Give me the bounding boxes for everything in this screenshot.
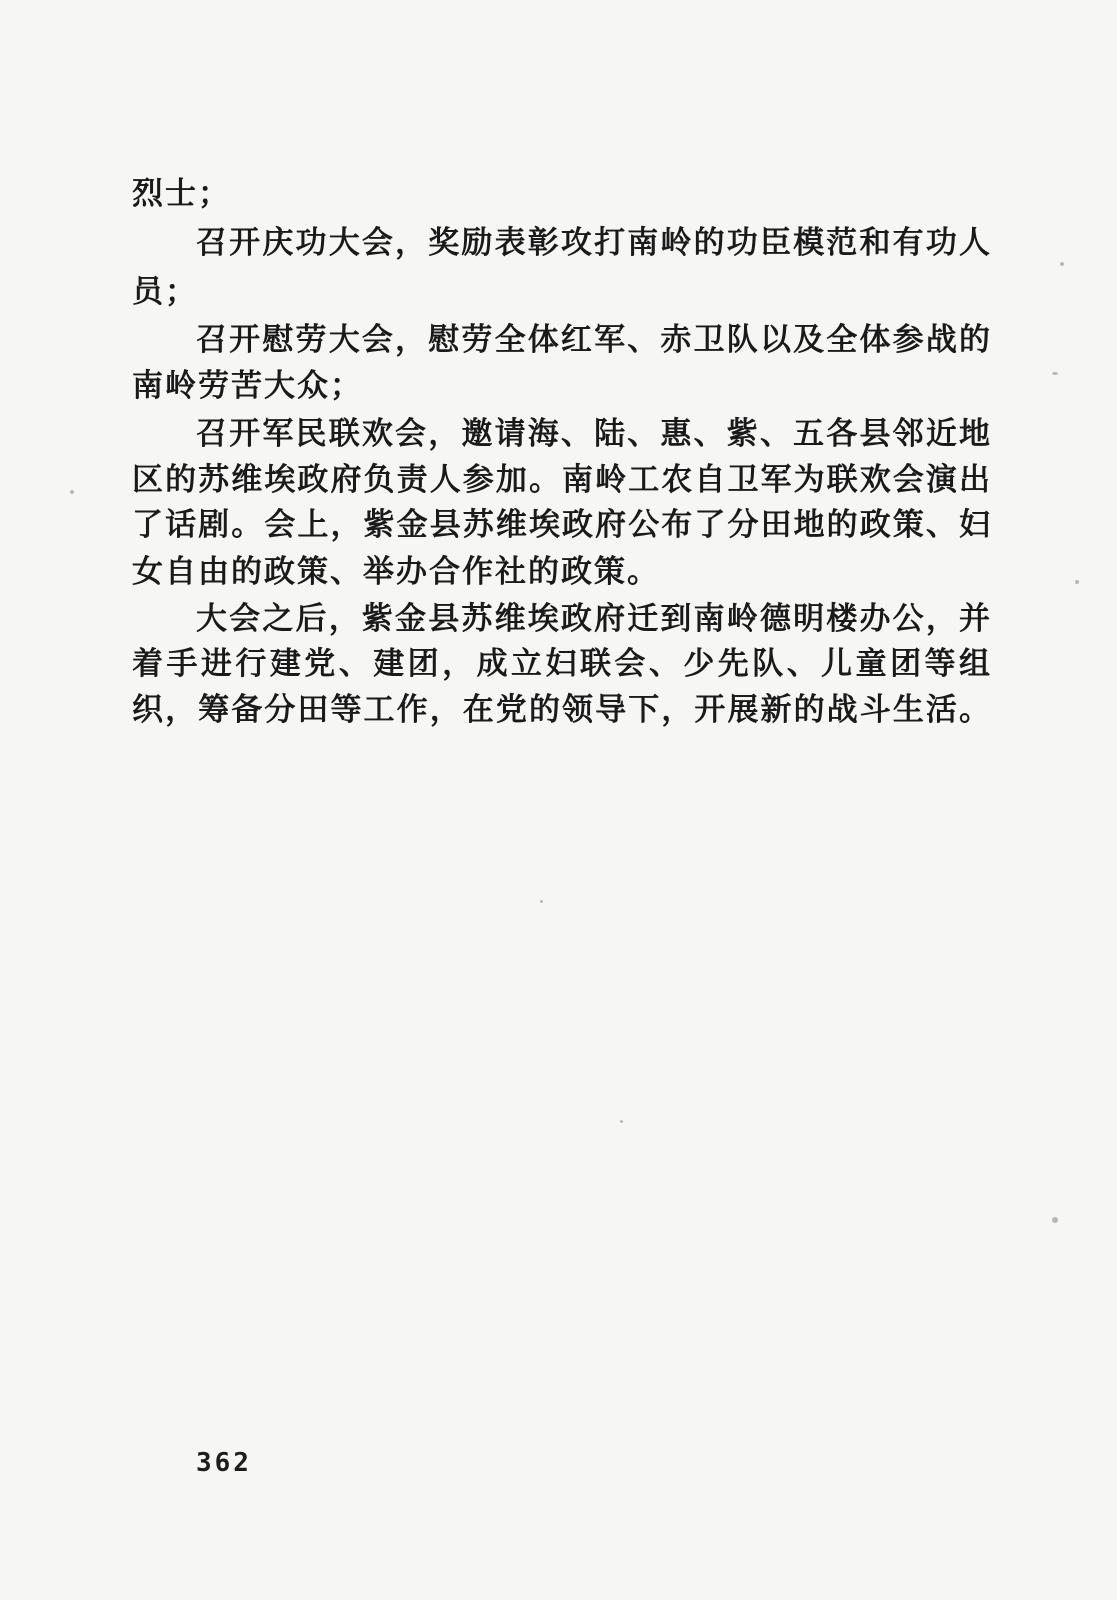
scan-speck [620, 1120, 623, 1123]
scan-speck [1060, 262, 1064, 266]
text-line-7: 区的苏维埃政府负责人参加。南岭工农自卫军为联欢会演出 [132, 462, 992, 498]
text-line-11: 着手进行建党、建团，成立妇联会、少先队、儿童团等组 [132, 646, 992, 682]
scan-speck [70, 490, 74, 494]
scan-speck [1075, 580, 1079, 584]
text-line-1: 烈士； [132, 176, 231, 212]
text-line-3: 员； [132, 274, 198, 310]
text-line-10: 大会之后，紫金县苏维埃政府迁到南岭德明楼办公，并 [196, 601, 992, 637]
page-number: 362 [196, 1448, 252, 1478]
text-line-4: 召开慰劳大会，慰劳全体红军、赤卫队以及全体参战的 [196, 322, 992, 358]
scan-speck [1052, 1217, 1058, 1223]
scan-speck [1052, 372, 1058, 375]
text-line-6: 召开军民联欢会，邀请海、陆、惠、紫、五各县邻近地 [196, 416, 992, 452]
text-line-8: 了话剧。会上，紫金县苏维埃政府公布了分田地的政策、妇 [132, 507, 992, 543]
text-line-12: 织，筹备分田等工作，在党的领导下，开展新的战斗生活。 [132, 692, 992, 728]
scan-speck [540, 900, 543, 903]
text-line-9: 女自由的政策、举办合作社的政策。 [132, 554, 660, 590]
text-line-2: 召开庆功大会，奖励表彰攻打南岭的功臣模范和有功人 [196, 225, 992, 261]
text-line-5: 南岭劳苦大众； [132, 368, 363, 404]
